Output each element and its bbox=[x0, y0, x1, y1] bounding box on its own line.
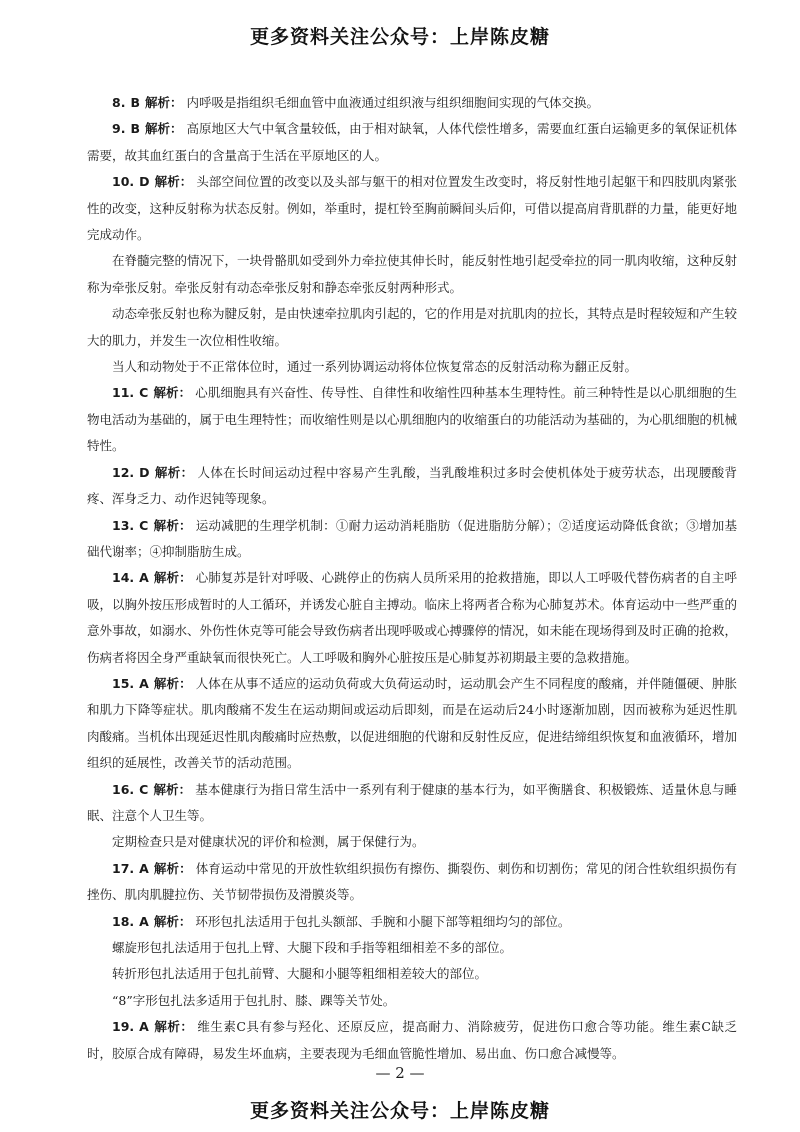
analysis-label: 解析： bbox=[154, 464, 194, 480]
answer-explanations bbox=[87, 90, 737, 1067]
answer-item bbox=[87, 169, 737, 248]
item-number: 16. bbox=[112, 781, 135, 797]
analysis-label: 解析： bbox=[153, 517, 192, 533]
explanation-text: 当人和动物处于不正常体位时，通过一系列协调运动将体位恢复常态的反射活动称为翻正反射。 bbox=[112, 359, 638, 375]
analysis-label: 解析： bbox=[153, 781, 192, 797]
analysis-label: 解析： bbox=[153, 913, 192, 929]
answer-letter: C bbox=[139, 781, 149, 797]
answer-item bbox=[87, 460, 737, 513]
analysis-label: 解析： bbox=[144, 95, 183, 110]
explanation-text: 高原地区大气中氧含量较低，由于相对缺氧，人体代偿性增多，需要血红蛋白运输更多的氧保证机体需要，故其血红蛋白的含量高于生活在平原地区的人。 bbox=[87, 121, 737, 163]
item-number: 17. bbox=[112, 860, 135, 876]
item-number: 8. bbox=[112, 95, 126, 110]
item-number: 11. bbox=[112, 385, 135, 401]
explanation-text: 螺旋形包扎法适用于包扎上臂、大腿下段和手指等粗细相差不多的部位。 bbox=[112, 940, 513, 955]
explanation-paragraph bbox=[87, 988, 737, 1014]
answer-item bbox=[87, 671, 737, 777]
explanation-text: 头部空间位置的改变以及头部与躯干的相对位置发生改变时，将反射性地引起躯干和四肢肌肉紧张性的改变，这种反射称为状态反射。例如，举重时，提杠铃至胸前瞬间头后仰，可借以提高肩背肌群的力量，能更好地完成动作。 bbox=[87, 174, 738, 243]
answer-letter: A bbox=[139, 913, 149, 929]
answer-item bbox=[87, 380, 737, 459]
answer-item bbox=[87, 565, 737, 671]
explanation-paragraph bbox=[87, 829, 737, 855]
explanation-text: 基本健康行为指日常生活中一系列有利于健康的基本行为，如平衡膳食、积极锻炼、适量休息与睡眠、注意个人卫生等。 bbox=[87, 781, 737, 823]
item-number: 13. bbox=[112, 517, 135, 533]
analysis-label: 解析： bbox=[153, 570, 192, 586]
answer-item bbox=[87, 90, 737, 116]
page-number: — 2 — bbox=[375, 1064, 425, 1082]
analysis-label: 解析： bbox=[153, 1019, 194, 1035]
answer-item bbox=[87, 777, 737, 830]
item-number: 9. bbox=[112, 121, 126, 137]
analysis-label: 解析： bbox=[153, 860, 192, 876]
explanation-text: 环形包扎法适用于包扎头额部、手腕和小腿下部等粗细均匀的部位。 bbox=[195, 913, 571, 929]
answer-letter: C bbox=[139, 517, 149, 533]
answer-item bbox=[87, 513, 737, 566]
explanation-paragraph bbox=[87, 301, 737, 354]
answer-item bbox=[87, 1014, 737, 1067]
item-number: 18. bbox=[112, 913, 135, 929]
item-number: 15. bbox=[112, 675, 135, 691]
item-number: 12. bbox=[112, 464, 135, 480]
explanation-text: 动态牵张反射也称为腱反射，是由快速牵拉肌肉引起的，它的作用是对抗肌肉的拉长，其特点是时程较短和产生较大的肌力，并发生一次位相性收缩。 bbox=[87, 306, 738, 348]
answer-letter: C bbox=[139, 385, 149, 401]
item-number: 19. bbox=[112, 1019, 135, 1035]
answer-letter: D bbox=[139, 464, 150, 480]
explanation-text: “8”字形包扎法多适用于包扎肘、膝、踝等关节处。 bbox=[112, 992, 396, 1008]
answer-letter: A bbox=[139, 1019, 149, 1035]
analysis-label: 解析： bbox=[154, 174, 193, 190]
answer-item bbox=[87, 909, 737, 935]
explanation-paragraph bbox=[87, 935, 737, 961]
item-number: 10. bbox=[112, 174, 135, 190]
analysis-label: 解析： bbox=[153, 675, 192, 691]
explanation-paragraph bbox=[87, 354, 737, 380]
explanation-text: 心肺复苏是针对呼吸、心跳停止的伤病人员所采用的抢救措施，即以人工呼吸代替伤病者的自主呼吸，以胸外按压形成暂时的人工循环，并诱发心脏自主搏动。临床上将两者合称为心肺复苏术。体育运动中一些严重的意外事故，如溺水、外伤性休克等可能会导致伤病者出现呼吸或心搏骤停的情况，如未能在现场得到及时正确的抢救，伤病者将因全身严重缺氧而很快死亡。人工呼吸和胸外心脏按压是心肺复苏初期最主要的急救措施。 bbox=[87, 570, 738, 665]
analysis-label: 解析： bbox=[144, 121, 183, 137]
explanation-text: 内呼吸是指组织毛细血管中血液通过组织液与组织细胞间实现的气体交换。 bbox=[186, 95, 600, 110]
analysis-label: 解析： bbox=[153, 385, 192, 401]
explanation-text: 转折形包扎法适用于包扎前臂、大腿和小腿等粗细相差较大的部位。 bbox=[112, 966, 488, 982]
answer-item bbox=[87, 116, 737, 169]
answer-item bbox=[87, 856, 737, 909]
explanation-text: 人体在从事不适应的运动负荷或大负荷运动时，运动肌会产生不同程度的酸痛，并伴随僵硬、肿胀和肌力下降等症状。肌肉酸痛不发生在运动期间或运动后即刻，而是在运动后24小时逐渐加剧，因而被称为延迟性肌肉酸痛。当机体出现延迟性肌肉酸痛时应热敷，以促进细胞的代谢和反射性反应，促进结缔组织恢复和血液循环，增加组织的延展性，改善关节的活动范围。 bbox=[87, 675, 738, 771]
explanation-text: 人体在长时间运动过程中容易产生乳酸，当乳酸堆积过多时会使机体处于疲劳状态，出现腰酸背疼、浑身乏力、动作迟钝等现象。 bbox=[87, 464, 737, 507]
explanation-text: 体育运动中常见的开放性软组织损伤有擦伤、撕裂伤、刺伤和切割伤；常见的闭合性软组织损伤有挫伤、肌肉肌腱拉伤、关节韧带损伤及滑膜炎等。 bbox=[87, 860, 737, 903]
footer-banner: 更多资料关注公众号：上岸陈皮糖 bbox=[249, 1100, 550, 1122]
answer-letter: A bbox=[139, 860, 149, 876]
answer-letter: B bbox=[130, 95, 140, 110]
item-number: 14. bbox=[112, 570, 135, 586]
header-banner: 更多资料关注公众号：上岸陈皮糖 bbox=[249, 26, 550, 48]
answer-letter: B bbox=[130, 121, 140, 137]
answer-letter: D bbox=[139, 174, 150, 190]
answer-letter: A bbox=[139, 675, 149, 691]
explanation-text: 在脊髓完整的情况下，一块骨骼肌如受到外力牵拉使其伸长时，能反射性地引起受牵拉的同一肌肉收缩，这种反射称为牵张反射。牵张反射有动态牵张反射和静态牵张反射两种形式。 bbox=[87, 253, 738, 295]
explanation-paragraph bbox=[87, 248, 737, 301]
answer-letter: A bbox=[139, 570, 149, 586]
explanation-text: 运动减肥的生理学机制：①耐力运动消耗脂肪（促进脂肪分解）；②适度运动降低食欲；③增加基础代谢率；④抑制脂肪生成。 bbox=[87, 517, 737, 559]
explanation-text: 定期检查只是对健康状况的评价和检测，属于保健行为。 bbox=[112, 834, 425, 850]
explanation-text: 维生素C具有参与羟化、还原反应，提高耐力、消除疲劳，促进伤口愈合等功能。维生素C缺乏时，胶原合成有障碍，易发生坏血病，主要表现为毛细血管脆性增加、易出血、伤口愈合减慢等。 bbox=[87, 1019, 737, 1061]
explanation-text: 心肌细胞具有兴奋性、传导性、自律性和收缩性四种基本生理特性。前三种特性是以心肌细胞的生物电活动为基础的，属于电生理特性；而收缩性则是以心肌细胞内的收缩蛋白的功能活动为基础的，为心肌细胞的机械特性。 bbox=[87, 385, 738, 454]
explanation-paragraph bbox=[87, 961, 737, 987]
